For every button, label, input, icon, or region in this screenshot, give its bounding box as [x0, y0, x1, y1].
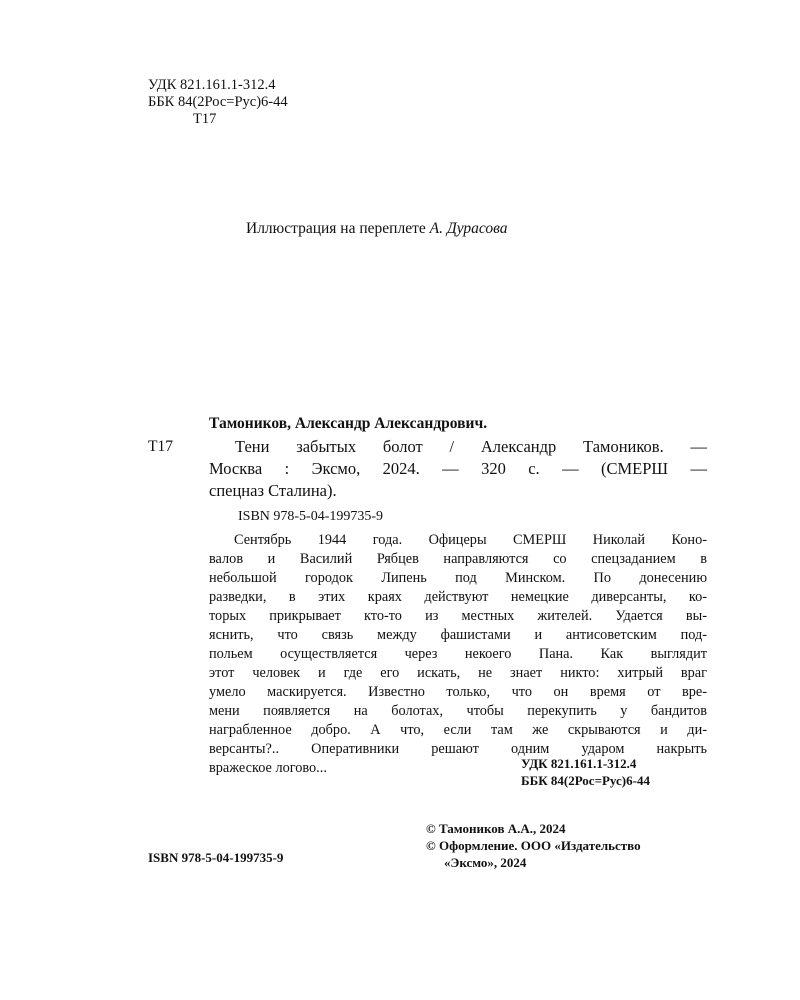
author-mark-side: Т17 [148, 438, 173, 455]
annotation-line: торых прикрывает кто-то из местных жителей. Удается вы- [209, 608, 707, 624]
author-mark: Т17 [193, 111, 217, 127]
annotation-line: валов и Василий Рябцев направляются со спецзаданием в [209, 551, 707, 567]
udk-code: УДК 821.161.1-312.4 [148, 77, 276, 93]
biblio-line: Москва : Эксмо, 2024. — 320 с. — (СМЕРШ — [209, 459, 707, 478]
annotation-line: умело маскируется. Известно только, что он время от вре- [209, 684, 707, 700]
illustrator-name: А. Дурасова [429, 220, 508, 237]
copyright-design: © Оформление. ООО «Издательство [426, 838, 641, 853]
annotation-line: яснить, что связь между фашистами и антисоветским под- [209, 627, 707, 643]
copyright-author: © Тамоников А.А., 2024 [426, 821, 566, 836]
annotation-line: версанты?.. Оперативники решают одним ударом накрыть [209, 741, 707, 757]
illustration-credit-prefix: Иллюстрация на переплете [246, 220, 430, 237]
biblio-line: Тени забытых болот / Александр Тамоников. — [235, 437, 707, 456]
bbk-code: ББК 84(2Рос=Рус)6-44 [521, 773, 650, 788]
udk-code: УДК 821.161.1-312.4 [521, 756, 637, 771]
biblio-line: спецназ Сталина). [209, 481, 337, 500]
annotation-line: мени появляется на болотах, чтобы перекупить у бандитов [209, 703, 707, 719]
record-isbn: ISBN 978-5-04-199735-9 [238, 509, 384, 524]
annotation-line: небольшой городок Липень под Минском. По донесению [209, 570, 707, 586]
isbn-footer: ISBN 978-5-04-199735-9 [148, 850, 284, 865]
annotation-line: награбленное добро. А что, если там же скрываются и ди- [209, 722, 707, 738]
annotation-line: этот человек и где его искать, не знает никто: хитрый враг [209, 665, 707, 681]
bbk-code: ББК 84(2Рос=Рус)6-44 [148, 94, 288, 110]
author-heading: Тамоников, Александр Александрович. [209, 415, 488, 432]
annotation-line: разведки, в этих краях действуют немецкие диверсанты, ко- [209, 589, 707, 605]
annotation-line: Сентябрь 1944 года. Офицеры СМЕРШ Николай Коно- [234, 532, 707, 548]
bibliographic-description [209, 436, 707, 502]
annotation-line: польем осуществляется через некоего Пана. Как выглядит [209, 646, 707, 662]
annotation-line: вражеское логово... [209, 760, 327, 776]
annotation-classification-codes [521, 755, 650, 789]
copyright-block [426, 820, 641, 871]
copyright-design-cont: «Эксмо», 2024 [444, 855, 527, 870]
illustration-credit [246, 220, 507, 238]
annotation [209, 531, 707, 778]
classification-codes [148, 77, 288, 128]
